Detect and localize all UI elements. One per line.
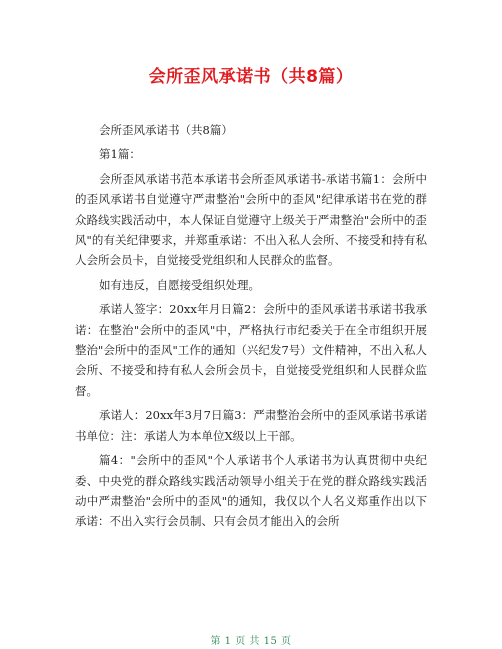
- paragraph: 第1篇：: [99, 147, 141, 162]
- document-title: 会所歪风承诺书（共8篇）: [148, 67, 354, 87]
- paragraph: 承诺人签字：20xx年月日篇2：会所中的歪风承诺书承诺书我承诺：在整治"会所中的歪风"中，严格执行市纪委关于在全市组织开展整治"会所中的歪风"工作的通知（兴纪发7号）文件精神，不出入私人会所、不接受和持有私人会所会员卡，自觉接受党组织和人民群众监督。: [75, 302, 427, 398]
- paragraph: 会所歪风承诺书范本承诺书会所歪风承诺书-承诺书篇1：会所中的歪风承诺书自觉遵守严肃整治"会所中的歪风"纪律承诺书在党的群众路线实践活动中，本人保证自觉遵守上级关于严肃整治"会所中的歪风"的有关纪律要求，并郑重承诺：不出入私人会所、不接受和持有私人会所会员卡，自觉接受党组织和人民群众的监督。: [75, 171, 427, 268]
- paragraph: 如有违反，自愿接受组织处理。: [99, 277, 260, 292]
- document-body: [75, 120, 427, 536]
- page-number-footer: 第 1 页 共 15 页: [210, 636, 292, 647]
- paragraph: 承诺人：20xx年3月7日篇3：严肃整治会所中的歪风承诺书承诺书单位：注：承诺人为本单位X级以上干部。: [75, 408, 427, 443]
- paragraph: 会所歪风承诺书（共8篇）: [99, 123, 233, 137]
- paragraph: 篇4："会所中的歪风"个人承诺书个人承诺书为认真贯彻中央纪委、中央党的群众路线实践活动领导小组关于在党的群众路线实践活动中严肃整治"会所中的歪风"的通知，我仅以个人名义郑重作出以下承诺：不出入实行会员制、只有会员才能出入的会所: [75, 453, 427, 529]
